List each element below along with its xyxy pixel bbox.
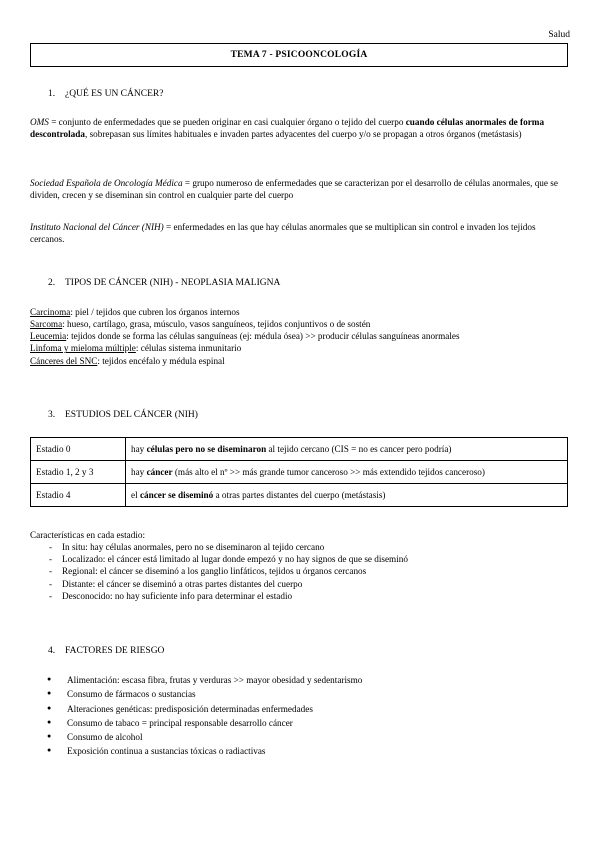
list-item: ● Consumo de fármacos o sustancias — [30, 687, 570, 701]
definition-text: = enfermedades en las que hay células anormales que se multiplican sin control e invaden los tejidos cercanos. — [30, 222, 536, 245]
section-title: TIPOS DE CÁNCER (NIH) - NEOPLASIA MALIGNA — [65, 278, 281, 288]
cell-emphasis: cáncer se diseminó — [139, 489, 214, 500]
definition-nci — [30, 221, 570, 245]
cell-text: hay — [131, 466, 147, 477]
definition-text: = grupo numeroso de enfermedades que se caracterizan por el desarrollo de células anormales, que se dividen, crecen y se diseminan sin control en cualquier parte del cuerpo — [30, 178, 558, 201]
section-heading-3 — [48, 409, 198, 422]
type-term: Linfoma y mieloma múltiple — [30, 343, 136, 354]
list-item — [30, 355, 570, 367]
characteristics-intro: Características en cada estadio: — [30, 530, 146, 540]
definition-oms — [30, 116, 570, 140]
cell-text: el — [131, 489, 140, 500]
list-item: - Distante: el cáncer se diseminó a otras partes distantes del cuerpo — [30, 578, 570, 590]
list-item: - Desconocido: no hay suficiente info para determinar el estadio — [30, 590, 570, 602]
section-number: 3. — [48, 410, 56, 420]
risk-factors-block — [30, 673, 570, 759]
characteristics-list — [30, 541, 570, 602]
risk-factors-list — [30, 673, 570, 759]
section-number: 2. — [48, 278, 56, 288]
list-item: ● Alteraciones genéticas: predisposición determinadas enfermedades — [30, 702, 570, 716]
list-item: - Localizado: el cáncer está limitado al lugar donde empezó y no hay signos de que se diseminó — [30, 553, 570, 565]
list-item: - In situ: hay células anormales, pero no se diseminaron al tejido cercano — [30, 541, 570, 553]
table-cell-stage: Estadio 0 — [31, 438, 126, 461]
table-row — [31, 461, 568, 484]
list-item — [30, 318, 570, 330]
type-term: Leucemia — [30, 331, 67, 342]
table-cell-stage: Estadio 4 — [31, 484, 126, 507]
type-desc: : células sistema inmunitario — [135, 343, 242, 354]
table-cell-stage: Estadio 1, 2 y 3 — [31, 461, 126, 484]
list-item — [30, 330, 570, 342]
list-item: ● Consumo de tabaco = principal responsable desarrollo cáncer — [30, 716, 570, 730]
section-heading-1 — [48, 88, 163, 101]
page-title-box — [30, 43, 568, 67]
definition-source: Instituto Nacional del Cáncer (NIH) — [30, 222, 164, 232]
definition-source: Sociedad Española de Oncología Médica — [30, 178, 183, 188]
section-title: ESTUDIOS DEL CÁNCER (NIH) — [65, 410, 198, 420]
table-cell-description — [126, 438, 568, 461]
stages-table — [30, 437, 568, 507]
type-term: Carcinoma — [30, 307, 71, 317]
type-term: Sarcoma — [30, 319, 63, 330]
type-desc: : tejidos encéfalo y médula espinal — [97, 355, 225, 366]
cancer-types-list — [30, 306, 570, 367]
definition-emphasis: cuando células anormales de forma descontrolada — [30, 117, 545, 140]
list-item — [30, 306, 570, 318]
table-row — [31, 484, 568, 507]
definition-text: = conjunto de enfermedades que se pueden originar en casi cualquier órgano o tejido del cuerpo — [48, 117, 406, 127]
type-desc: : tejidos donde se forma las células sanguíneas (ej: médula ósea) >> producir células sanguíneas anormales — [66, 331, 460, 342]
section-title: FACTORES DE RIESGO — [65, 646, 165, 656]
type-term: Cánceres del SNC — [30, 355, 98, 366]
definition-text: , sobrepasan sus límites habituales e invaden partes adyacentes del cuerpo y/o se propagan a otros órganos (metástasis) — [84, 129, 522, 140]
definition-source: OMS — [30, 117, 49, 127]
page-title: TEMA 7 - PSICOONCOLOGÍA — [230, 49, 368, 60]
cell-text: al tejido cercano (CIS = no es cancer pero podría) — [266, 443, 452, 454]
table-cell-description — [126, 484, 568, 507]
list-item: ● Alimentación: escasa fibra, frutas y verduras >> mayor obesidad y sedentarismo — [30, 673, 570, 687]
list-item — [30, 342, 570, 354]
type-desc: : hueso, cartílago, grasa, músculo, vasos sanguíneos, tejidos conjuntivos o de sostén — [62, 319, 371, 330]
section-number: 1. — [48, 89, 56, 99]
characteristics-block — [30, 529, 570, 602]
type-desc: : piel / tejidos que cubren los órganos internos — [70, 307, 240, 317]
section-heading-4 — [48, 645, 164, 658]
cell-text: hay — [131, 443, 147, 454]
header-label: Salud — [548, 30, 570, 40]
section-heading-2 — [48, 277, 280, 290]
cell-emphasis: cáncer — [146, 466, 173, 477]
cell-text: a otras partes distantes del cuerpo (metástasis) — [213, 489, 386, 500]
cell-text: (más alto el nº >> más grande tumor canceroso >> más extendido tejidos canceroso) — [172, 466, 485, 477]
list-item: - Regional: el cáncer se diseminó a los ganglio linfáticos, tejidos u órganos cercanos — [30, 565, 570, 577]
list-item: ● Exposición continua a sustancias tóxicas o radiactivas — [30, 744, 570, 758]
list-item: ● Consumo de alcohol — [30, 730, 570, 744]
table-row — [31, 438, 568, 461]
section-number: 4. — [48, 646, 56, 656]
section-title: ¿QUÉ ES UN CÁNCER? — [65, 89, 164, 99]
table-cell-description — [126, 461, 568, 484]
cell-emphasis: células pero no se diseminaron — [146, 443, 267, 454]
definition-seom — [30, 177, 570, 201]
